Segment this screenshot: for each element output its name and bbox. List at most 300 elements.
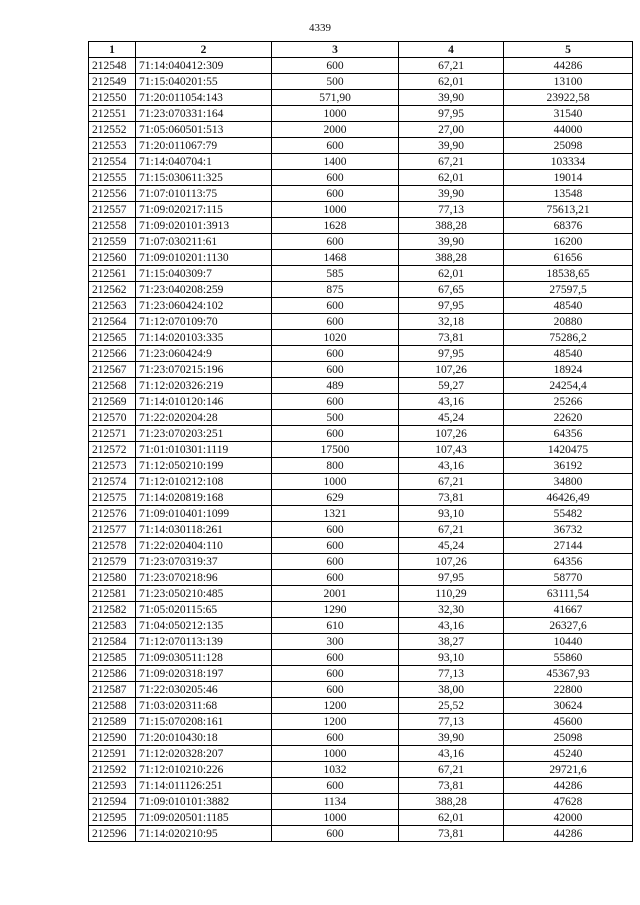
table-cell: 71:05:060501:513 bbox=[136, 122, 272, 138]
table-cell: 212553 bbox=[89, 138, 136, 154]
table-row bbox=[89, 570, 633, 586]
table-cell: 18538,65 bbox=[504, 266, 633, 282]
table-cell: 32,30 bbox=[399, 602, 504, 618]
table-cell: 24254,4 bbox=[504, 378, 633, 394]
table-cell: 600 bbox=[272, 186, 399, 202]
table-cell: 17500 bbox=[272, 442, 399, 458]
table-row bbox=[89, 522, 633, 538]
table-row bbox=[89, 586, 633, 602]
table-row bbox=[89, 202, 633, 218]
table-cell: 212566 bbox=[89, 346, 136, 362]
table-cell: 212581 bbox=[89, 586, 136, 602]
table-row bbox=[89, 122, 633, 138]
table-cell: 25,52 bbox=[399, 698, 504, 714]
table-cell: 212577 bbox=[89, 522, 136, 538]
table-cell: 71:12:010210:226 bbox=[136, 762, 272, 778]
table-cell: 585 bbox=[272, 266, 399, 282]
table-cell: 1420475 bbox=[504, 442, 633, 458]
table-cell: 107,43 bbox=[399, 442, 504, 458]
table-row bbox=[89, 554, 633, 570]
column-header: 3 bbox=[272, 42, 399, 58]
table-cell: 36192 bbox=[504, 458, 633, 474]
table-row bbox=[89, 58, 633, 74]
table-cell: 45240 bbox=[504, 746, 633, 762]
table-cell: 44286 bbox=[504, 58, 633, 74]
table-cell: 47628 bbox=[504, 794, 633, 810]
table-cell: 212591 bbox=[89, 746, 136, 762]
table-cell: 212564 bbox=[89, 314, 136, 330]
table-cell: 38,00 bbox=[399, 682, 504, 698]
table-cell: 71:12:070113:139 bbox=[136, 634, 272, 650]
table-cell: 500 bbox=[272, 74, 399, 90]
table-cell: 212583 bbox=[89, 618, 136, 634]
table-cell: 212585 bbox=[89, 650, 136, 666]
table-cell: 38,27 bbox=[399, 634, 504, 650]
table-cell: 62,01 bbox=[399, 74, 504, 90]
table-row bbox=[89, 362, 633, 378]
table-cell: 71:14:020210:95 bbox=[136, 826, 272, 842]
table-cell: 71:20:011067:79 bbox=[136, 138, 272, 154]
table-cell: 2001 bbox=[272, 586, 399, 602]
table-cell: 62,01 bbox=[399, 170, 504, 186]
table-cell: 64356 bbox=[504, 426, 633, 442]
table-cell: 71:14:011126:251 bbox=[136, 778, 272, 794]
table-cell: 45,24 bbox=[399, 538, 504, 554]
table-cell: 25098 bbox=[504, 730, 633, 746]
table-cell: 27,00 bbox=[399, 122, 504, 138]
table-cell: 600 bbox=[272, 778, 399, 794]
table-cell: 71:12:020328:207 bbox=[136, 746, 272, 762]
table-cell: 212582 bbox=[89, 602, 136, 618]
table-row bbox=[89, 714, 633, 730]
table-cell: 25098 bbox=[504, 138, 633, 154]
table-cell: 212594 bbox=[89, 794, 136, 810]
table-cell: 212596 bbox=[89, 826, 136, 842]
table-cell: 1468 bbox=[272, 250, 399, 266]
table-cell: 71:23:070203:251 bbox=[136, 426, 272, 442]
table-cell: 22800 bbox=[504, 682, 633, 698]
table-cell: 44286 bbox=[504, 826, 633, 842]
table-cell: 212551 bbox=[89, 106, 136, 122]
table-cell: 97,95 bbox=[399, 106, 504, 122]
table-cell: 71:23:070331:164 bbox=[136, 106, 272, 122]
table-cell: 600 bbox=[272, 362, 399, 378]
table-cell: 32,18 bbox=[399, 314, 504, 330]
page-number: 4339 bbox=[309, 22, 331, 34]
table-cell: 31540 bbox=[504, 106, 633, 122]
table-row bbox=[89, 106, 633, 122]
table-cell: 59,27 bbox=[399, 378, 504, 394]
table-cell: 71:23:040208:259 bbox=[136, 282, 272, 298]
table-cell: 212557 bbox=[89, 202, 136, 218]
table-cell: 23922,58 bbox=[504, 90, 633, 106]
table-cell: 67,21 bbox=[399, 474, 504, 490]
table-cell: 19014 bbox=[504, 170, 633, 186]
table-cell: 73,81 bbox=[399, 778, 504, 794]
table-cell: 600 bbox=[272, 730, 399, 746]
table-cell: 27597,5 bbox=[504, 282, 633, 298]
table-cell: 110,29 bbox=[399, 586, 504, 602]
table-row bbox=[89, 154, 633, 170]
table-cell: 43,16 bbox=[399, 458, 504, 474]
table-cell: 212580 bbox=[89, 570, 136, 586]
table-row bbox=[89, 234, 633, 250]
table-cell: 44286 bbox=[504, 778, 633, 794]
table-row bbox=[89, 74, 633, 90]
table-cell: 71:15:030611:325 bbox=[136, 170, 272, 186]
table-cell: 62,01 bbox=[399, 266, 504, 282]
table-cell: 600 bbox=[272, 298, 399, 314]
table-row bbox=[89, 138, 633, 154]
table-cell: 1290 bbox=[272, 602, 399, 618]
table-cell: 97,95 bbox=[399, 298, 504, 314]
table-cell: 300 bbox=[272, 634, 399, 650]
table-cell: 71:23:070215:196 bbox=[136, 362, 272, 378]
table-row bbox=[89, 186, 633, 202]
table-cell: 489 bbox=[272, 378, 399, 394]
table-cell: 71:22:020404:110 bbox=[136, 538, 272, 554]
table-cell: 629 bbox=[272, 490, 399, 506]
table-cell: 600 bbox=[272, 426, 399, 442]
table-cell: 71:23:070218:96 bbox=[136, 570, 272, 586]
table-cell: 212573 bbox=[89, 458, 136, 474]
table-cell: 212578 bbox=[89, 538, 136, 554]
table-cell: 600 bbox=[272, 314, 399, 330]
table-cell: 600 bbox=[272, 58, 399, 74]
table-cell: 71:15:040201:55 bbox=[136, 74, 272, 90]
data-table bbox=[88, 41, 633, 842]
table-row bbox=[89, 730, 633, 746]
table-cell: 1032 bbox=[272, 762, 399, 778]
table-cell: 212561 bbox=[89, 266, 136, 282]
table-cell: 64356 bbox=[504, 554, 633, 570]
table-cell: 600 bbox=[272, 346, 399, 362]
table-cell: 212550 bbox=[89, 90, 136, 106]
table-cell: 71:14:020819:168 bbox=[136, 490, 272, 506]
table-cell: 71:23:060424:9 bbox=[136, 346, 272, 362]
table-row bbox=[89, 698, 633, 714]
table-cell: 71:09:020318:197 bbox=[136, 666, 272, 682]
table-cell: 48540 bbox=[504, 298, 633, 314]
table-cell: 71:15:070208:161 bbox=[136, 714, 272, 730]
table-cell: 600 bbox=[272, 170, 399, 186]
table-cell: 97,95 bbox=[399, 570, 504, 586]
table-cell: 1000 bbox=[272, 202, 399, 218]
table-cell: 600 bbox=[272, 138, 399, 154]
table-row bbox=[89, 650, 633, 666]
table-row bbox=[89, 298, 633, 314]
table-cell: 1134 bbox=[272, 794, 399, 810]
column-header: 5 bbox=[504, 42, 633, 58]
table-cell: 77,13 bbox=[399, 202, 504, 218]
table-cell: 600 bbox=[272, 522, 399, 538]
table-cell: 46426,49 bbox=[504, 490, 633, 506]
table-row bbox=[89, 682, 633, 698]
table-cell: 212574 bbox=[89, 474, 136, 490]
table-cell: 71:07:030211:61 bbox=[136, 234, 272, 250]
table-cell: 71:20:010430:18 bbox=[136, 730, 272, 746]
table-cell: 77,13 bbox=[399, 714, 504, 730]
table-row bbox=[89, 602, 633, 618]
table-cell: 71:09:020217:115 bbox=[136, 202, 272, 218]
table-row bbox=[89, 778, 633, 794]
table-cell: 44000 bbox=[504, 122, 633, 138]
table-row bbox=[89, 746, 633, 762]
table-cell: 212548 bbox=[89, 58, 136, 74]
table-row bbox=[89, 666, 633, 682]
table-cell: 600 bbox=[272, 826, 399, 842]
table-cell: 212562 bbox=[89, 282, 136, 298]
table-row bbox=[89, 794, 633, 810]
table-row bbox=[89, 490, 633, 506]
table-cell: 212570 bbox=[89, 410, 136, 426]
table-row bbox=[89, 810, 633, 826]
table-cell: 39,90 bbox=[399, 730, 504, 746]
table-cell: 600 bbox=[272, 682, 399, 698]
table-row bbox=[89, 170, 633, 186]
table-cell: 71:23:060424:102 bbox=[136, 298, 272, 314]
table-cell: 212549 bbox=[89, 74, 136, 90]
table-cell: 71:09:010201:1130 bbox=[136, 250, 272, 266]
table-cell: 212593 bbox=[89, 778, 136, 794]
table-cell: 58770 bbox=[504, 570, 633, 586]
table-cell: 212587 bbox=[89, 682, 136, 698]
column-header: 2 bbox=[136, 42, 272, 58]
table-row bbox=[89, 346, 633, 362]
table-cell: 71:09:030511:128 bbox=[136, 650, 272, 666]
table-cell: 71:09:020501:1185 bbox=[136, 810, 272, 826]
table-row bbox=[89, 826, 633, 842]
table-cell: 212575 bbox=[89, 490, 136, 506]
table-cell: 212556 bbox=[89, 186, 136, 202]
table-cell: 600 bbox=[272, 570, 399, 586]
table-cell: 212572 bbox=[89, 442, 136, 458]
table-cell: 388,28 bbox=[399, 794, 504, 810]
table-cell: 13548 bbox=[504, 186, 633, 202]
table-cell: 212595 bbox=[89, 810, 136, 826]
table-row bbox=[89, 474, 633, 490]
table-cell: 800 bbox=[272, 458, 399, 474]
table-cell: 212552 bbox=[89, 122, 136, 138]
table-cell: 48540 bbox=[504, 346, 633, 362]
table-cell: 45600 bbox=[504, 714, 633, 730]
table-cell: 39,90 bbox=[399, 138, 504, 154]
table-cell: 71:12:010212:108 bbox=[136, 474, 272, 490]
table-cell: 39,90 bbox=[399, 186, 504, 202]
table-cell: 212571 bbox=[89, 426, 136, 442]
table-cell: 73,81 bbox=[399, 490, 504, 506]
table-cell: 97,95 bbox=[399, 346, 504, 362]
table-cell: 71:09:010401:1099 bbox=[136, 506, 272, 522]
table-cell: 71:04:050212:135 bbox=[136, 618, 272, 634]
table-cell: 71:03:020311:68 bbox=[136, 698, 272, 714]
table-row bbox=[89, 762, 633, 778]
table-cell: 212576 bbox=[89, 506, 136, 522]
table-row bbox=[89, 266, 633, 282]
table-cell: 1000 bbox=[272, 474, 399, 490]
table-body bbox=[89, 58, 633, 842]
table-row bbox=[89, 250, 633, 266]
table-cell: 10440 bbox=[504, 634, 633, 650]
table-cell: 388,28 bbox=[399, 218, 504, 234]
table-cell: 61656 bbox=[504, 250, 633, 266]
table-cell: 71:14:030118:261 bbox=[136, 522, 272, 538]
table-cell: 212579 bbox=[89, 554, 136, 570]
table-row bbox=[89, 90, 633, 106]
table-cell: 212567 bbox=[89, 362, 136, 378]
table-cell: 13100 bbox=[504, 74, 633, 90]
table-cell: 600 bbox=[272, 394, 399, 410]
table-cell: 1400 bbox=[272, 154, 399, 170]
table-cell: 75613,21 bbox=[504, 202, 633, 218]
table-row bbox=[89, 314, 633, 330]
table-row bbox=[89, 458, 633, 474]
table-row bbox=[89, 506, 633, 522]
table-cell: 43,16 bbox=[399, 746, 504, 762]
table-cell: 107,26 bbox=[399, 426, 504, 442]
table-cell: 388,28 bbox=[399, 250, 504, 266]
table-cell: 212568 bbox=[89, 378, 136, 394]
table-cell: 212554 bbox=[89, 154, 136, 170]
table-cell: 212558 bbox=[89, 218, 136, 234]
table-row bbox=[89, 538, 633, 554]
table-cell: 55482 bbox=[504, 506, 633, 522]
table-cell: 55860 bbox=[504, 650, 633, 666]
table-cell: 22620 bbox=[504, 410, 633, 426]
table-row bbox=[89, 618, 633, 634]
table-cell: 73,81 bbox=[399, 330, 504, 346]
table-cell: 67,65 bbox=[399, 282, 504, 298]
table-cell: 71:14:020103:335 bbox=[136, 330, 272, 346]
table-row bbox=[89, 330, 633, 346]
table-cell: 34800 bbox=[504, 474, 633, 490]
table-cell: 107,26 bbox=[399, 554, 504, 570]
column-header: 1 bbox=[89, 42, 136, 58]
table-cell: 39,90 bbox=[399, 234, 504, 250]
table-cell: 1020 bbox=[272, 330, 399, 346]
table-cell: 30624 bbox=[504, 698, 633, 714]
table-cell: 29721,6 bbox=[504, 762, 633, 778]
table-cell: 610 bbox=[272, 618, 399, 634]
table-cell: 212569 bbox=[89, 394, 136, 410]
table-cell: 71:09:010101:3882 bbox=[136, 794, 272, 810]
table-cell: 41667 bbox=[504, 602, 633, 618]
table-cell: 107,26 bbox=[399, 362, 504, 378]
table-cell: 875 bbox=[272, 282, 399, 298]
table-cell: 212563 bbox=[89, 298, 136, 314]
column-header: 4 bbox=[399, 42, 504, 58]
table-cell: 39,90 bbox=[399, 90, 504, 106]
table-cell: 75286,2 bbox=[504, 330, 633, 346]
table-cell: 18924 bbox=[504, 362, 633, 378]
table-cell: 71:12:020326:219 bbox=[136, 378, 272, 394]
table-cell: 500 bbox=[272, 410, 399, 426]
table-cell: 27144 bbox=[504, 538, 633, 554]
table-cell: 600 bbox=[272, 666, 399, 682]
table-cell: 2000 bbox=[272, 122, 399, 138]
table-cell: 600 bbox=[272, 538, 399, 554]
table-cell: 1000 bbox=[272, 106, 399, 122]
table-cell: 600 bbox=[272, 650, 399, 666]
table-cell: 73,81 bbox=[399, 826, 504, 842]
table-cell: 71:14:010120:146 bbox=[136, 394, 272, 410]
table-cell: 42000 bbox=[504, 810, 633, 826]
table-cell: 71:22:020204:28 bbox=[136, 410, 272, 426]
table-row bbox=[89, 282, 633, 298]
table-cell: 212590 bbox=[89, 730, 136, 746]
table-cell: 1200 bbox=[272, 714, 399, 730]
table-cell: 71:12:050210:199 bbox=[136, 458, 272, 474]
table-row bbox=[89, 378, 633, 394]
table-cell: 71:15:040309:7 bbox=[136, 266, 272, 282]
table-cell: 93,10 bbox=[399, 650, 504, 666]
table-cell: 600 bbox=[272, 554, 399, 570]
table-cell: 93,10 bbox=[399, 506, 504, 522]
header-row bbox=[89, 42, 633, 58]
table-cell: 67,21 bbox=[399, 762, 504, 778]
table-cell: 1200 bbox=[272, 698, 399, 714]
table-cell: 77,13 bbox=[399, 666, 504, 682]
table-cell: 600 bbox=[272, 234, 399, 250]
table-cell: 36732 bbox=[504, 522, 633, 538]
table-cell: 1321 bbox=[272, 506, 399, 522]
table-cell: 71:22:030205:46 bbox=[136, 682, 272, 698]
table-cell: 212586 bbox=[89, 666, 136, 682]
table-cell: 212588 bbox=[89, 698, 136, 714]
table-row bbox=[89, 442, 633, 458]
table-cell: 571,90 bbox=[272, 90, 399, 106]
table-cell: 43,16 bbox=[399, 618, 504, 634]
table-cell: 103334 bbox=[504, 154, 633, 170]
table-cell: 71:01:010301:1119 bbox=[136, 442, 272, 458]
table-row bbox=[89, 218, 633, 234]
table-cell: 71:14:040412:309 bbox=[136, 58, 272, 74]
table-cell: 20880 bbox=[504, 314, 633, 330]
table-cell: 71:09:020101:3913 bbox=[136, 218, 272, 234]
table-cell: 71:23:050210:485 bbox=[136, 586, 272, 602]
table-cell: 67,21 bbox=[399, 522, 504, 538]
table-cell: 71:14:040704:1 bbox=[136, 154, 272, 170]
table-cell: 212589 bbox=[89, 714, 136, 730]
table-cell: 63111,54 bbox=[504, 586, 633, 602]
table-cell: 71:07:010113:75 bbox=[136, 186, 272, 202]
table-cell: 1628 bbox=[272, 218, 399, 234]
table-cell: 71:23:070319:37 bbox=[136, 554, 272, 570]
table-row bbox=[89, 394, 633, 410]
table-cell: 45367,93 bbox=[504, 666, 633, 682]
table-cell: 43,16 bbox=[399, 394, 504, 410]
table-cell: 1000 bbox=[272, 810, 399, 826]
table-row bbox=[89, 634, 633, 650]
table-cell: 67,21 bbox=[399, 58, 504, 74]
table-cell: 212592 bbox=[89, 762, 136, 778]
table-cell: 25266 bbox=[504, 394, 633, 410]
table-cell: 62,01 bbox=[399, 810, 504, 826]
table-cell: 16200 bbox=[504, 234, 633, 250]
table-row bbox=[89, 410, 633, 426]
table-cell: 67,21 bbox=[399, 154, 504, 170]
table-cell: 212584 bbox=[89, 634, 136, 650]
table-cell: 71:20:011054:143 bbox=[136, 90, 272, 106]
table-cell: 212560 bbox=[89, 250, 136, 266]
table-cell: 71:05:020115:65 bbox=[136, 602, 272, 618]
table-cell: 45,24 bbox=[399, 410, 504, 426]
table-cell: 71:12:070109:70 bbox=[136, 314, 272, 330]
table-cell: 212565 bbox=[89, 330, 136, 346]
table-cell: 26327,6 bbox=[504, 618, 633, 634]
table-cell: 212555 bbox=[89, 170, 136, 186]
table-cell: 212559 bbox=[89, 234, 136, 250]
